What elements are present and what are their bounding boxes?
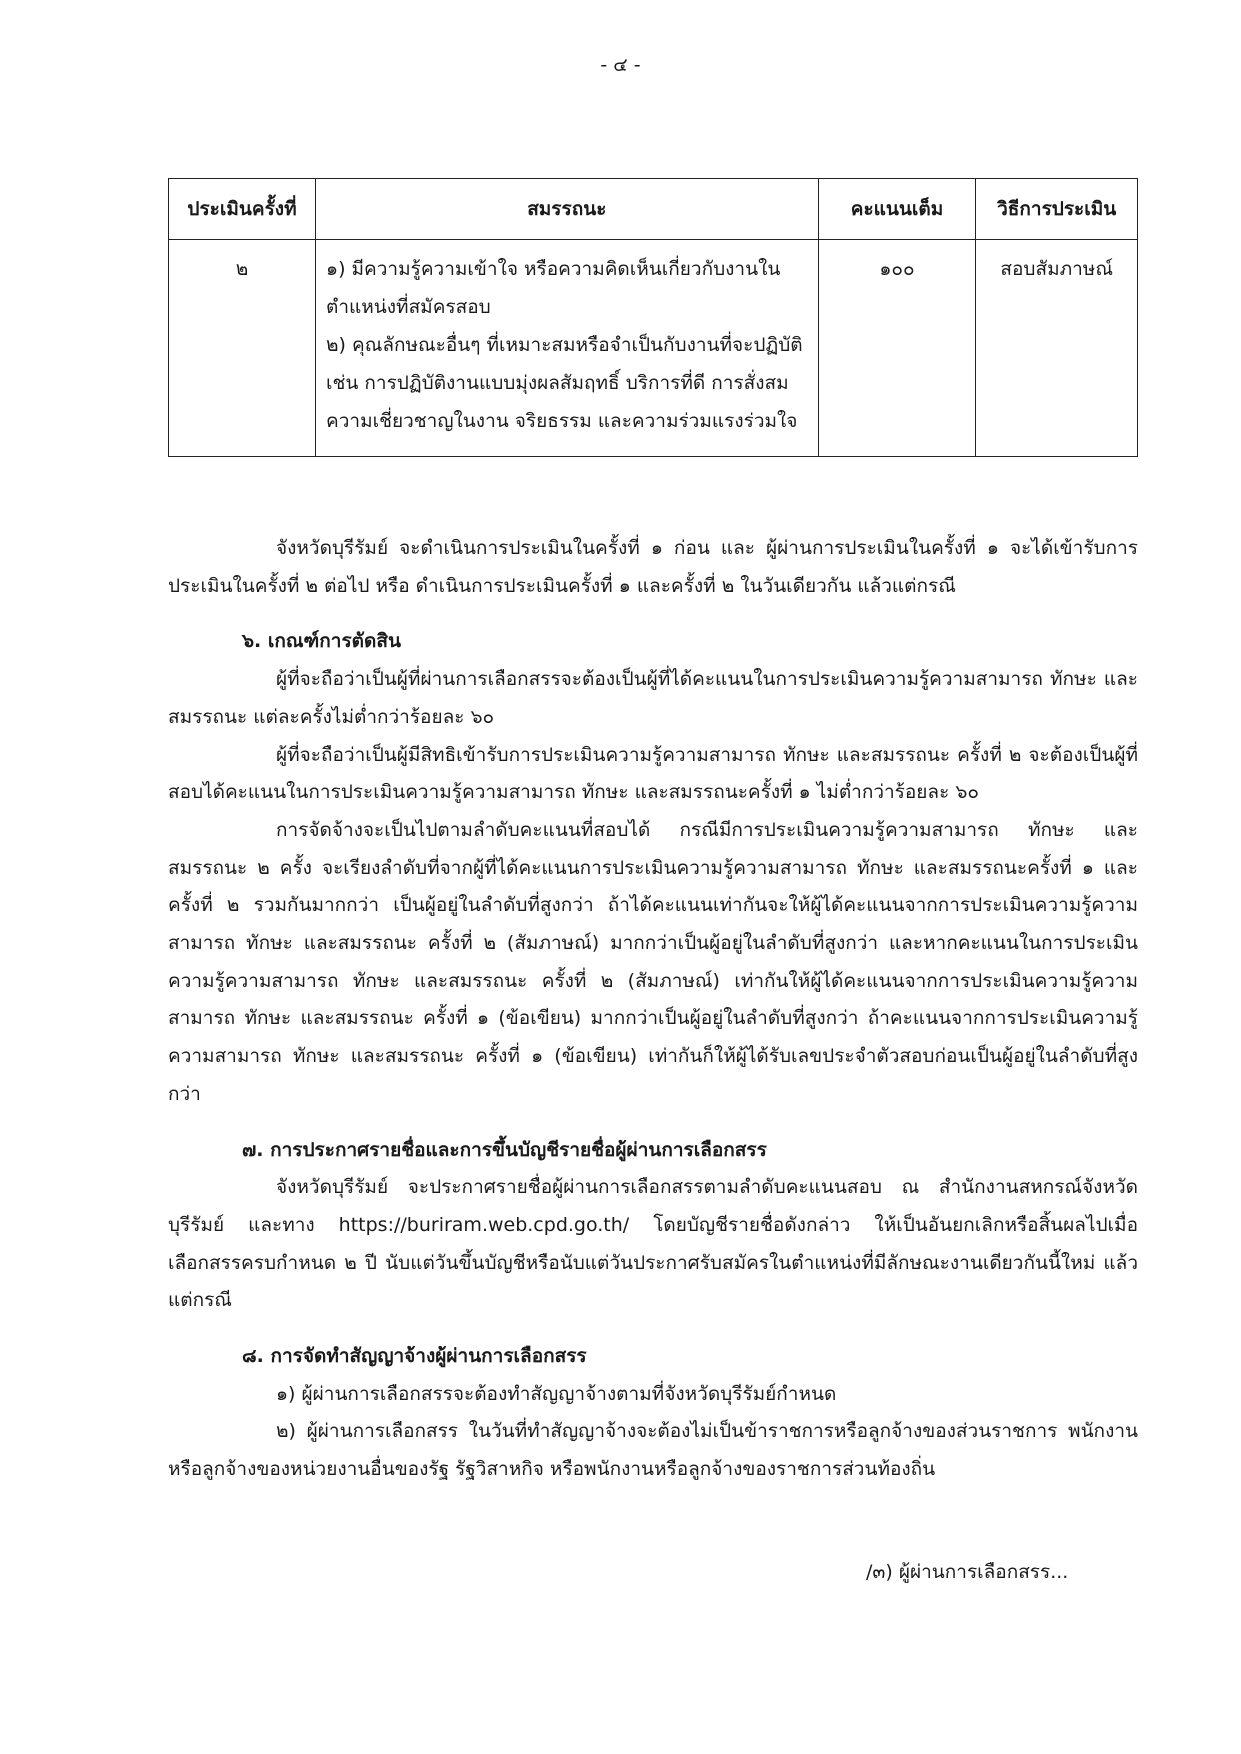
section-7-heading: ๗. การประกาศรายชื่อและการขึ้นบัญชีรายชื่อผู้ผ่านการเลือกสรร — [242, 1138, 767, 1161]
table-row — [169, 240, 1138, 457]
section-6-heading: ๖. เกณฑ์การตัดสิน — [242, 630, 401, 653]
table-header-row — [169, 179, 1138, 240]
section-8-heading: ๘. การจัดทำสัญญาจ้างผู้ผ่านการเลือกสรร — [242, 1345, 587, 1368]
section-8-item-1: ๑) ผู้ผ่านการเลือกสรรจะต้องทำสัญญาจ้างตามที่จังหวัดบุรีรัมย์กำหนด — [276, 1382, 837, 1405]
section-6-paragraph-3: การจัดจ้างจะเป็นไปตามลำดับคะแนนที่สอบได้ กรณีมีการประเมินความรู้ความสามารถ ทักษะ และสมรรถนะ ๒ ครั้ง จะเรียงลำดับที่จากผู้ที่ได้คะแนนการประเมินความรู้ความสามารถ ทักษะ และสมรรถนะครั้งที่ ๑ และครั้งที่ ๒ รวมกันมากกว่า เป็นผู้อยู่ในลำดับที่สูงกว่า ถ้าได้คะแนนเท่ากันจะให้ผู้ได้คะแนนจากการประเมินความรู้ความสามารถ ทักษะ และสมรรถนะ ครั้งที่ ๒ (สัมภาษณ์) มากกว่าเป็นผู้อยู่ในลำดับที่สูงกว่า และหากคะแนนในการประเมินความรู้ความสามารถ ทักษะ และสมรรถนะ ครั้งที่ ๒ (สัมภาษณ์) เท่ากันให้ผู้ได้คะแนนจากการประเมินความรู้ความสามารถ ทักษะ และสมรรถนะ ครั้งที่ ๑ (ข้อเขียน) มากกว่าเป็นผู้อยู่ในลำดับที่สูงกว่า ถ้าคะแนนจากการประเมินความรู้ความสามารถ ทักษะ และสมรรถนะ ครั้งที่ ๑ (ข้อเขียน) เท่ากันก็ให้ผู้ได้รับเลขประจำตัวสอบก่อนเป็นผู้อยู่ในลำดับที่สูงกว่า — [168, 818, 1138, 1105]
header-method: วิธีการประเมิน — [976, 179, 1138, 240]
intro-paragraph: จังหวัดบุรีรัมย์ จะดำเนินการประเมินในครั้งที่ ๑ ก่อน และ ผู้ผ่านการประเมินในครั้งที่ ๑ จะได้เข้ารับการประเมินในครั้งที่ ๒ ต่อไป หรือ ดำเนินการประเมินครั้งที่ ๑ และครั้งที่ ๒ ในวันเดียวกัน แล้วแต่กรณี — [168, 537, 1138, 597]
cell-round: ๒ — [169, 240, 316, 457]
competency-item-1: ๑) มีความรู้ความเข้าใจ หรือความคิดเห็นเกี่ยวกับงานในตำแหน่งที่สมัครสอบ — [326, 258, 781, 318]
header-round: ประเมินครั้งที่ — [169, 179, 316, 240]
section-7-paragraph: จังหวัดบุรีรัมย์ จะประกาศรายชื่อผู้ผ่านการเลือกสรรตามลำดับคะแนนสอบ ณ สำนักงานสหกรณ์จังหวัดบุรีรัมย์ และทาง https://buriram.web.cpd.go.th/ โดยบัญชีรายชื่อดังกล่าว ให้เป็นอันยกเลิกหรือสิ้นผลไปเมื่อเลือกสรรครบกำหนด ๒ ปี นับแต่วันขึ้นบัญชีหรือนับแต่วันประกาศรับสมัครในตำแหน่งที่มีลักษณะงานเดียวกันนี้ใหม่ แล้วแต่กรณี — [168, 1176, 1138, 1312]
header-competency: สมรรถนะ — [316, 179, 819, 240]
cell-method: สอบสัมภาษณ์ — [976, 240, 1138, 457]
evaluation-table — [168, 178, 1138, 457]
section-6-paragraph-2: ผู้ที่จะถือว่าเป็นผู้มีสิทธิเข้ารับการประเมินความรู้ความสามารถ ทักษะ และสมรรถนะ ครั้งที่ ๒ จะต้องเป็นผู้ที่สอบได้คะแนนในการประเมินความรู้ความสามารถ ทักษะ และสมรรถนะครั้งที่ ๑ ไม่ต่ำกว่าร้อยละ ๖๐ — [168, 743, 1138, 804]
header-full-score: คะแนนเต็ม — [818, 179, 976, 240]
continuation-note: /๓) ผู้ผ่านการเลือกสรร... — [866, 1561, 1069, 1583]
document-body — [168, 530, 1138, 1489]
cell-full-score: ๑๐๐ — [818, 240, 976, 457]
cell-competency — [316, 240, 819, 457]
section-6-paragraph-1: ผู้ที่จะถือว่าเป็นผู้ที่ผ่านการเลือกสรรจะต้องเป็นผู้ที่ได้คะแนนในการประเมินความรู้ความสามารถ ทักษะ และสมรรถนะ แต่ละครั้งไม่ต่ำกว่าร้อยละ ๖๐ — [168, 668, 1138, 728]
page-number: - ๔ - — [600, 54, 641, 76]
competency-item-2: ๒) คุณลักษณะอื่นๆ ที่เหมาะสมหรือจำเป็นกับงานที่จะปฏิบัติ เช่น การปฏิบัติงานแบบมุ่งผลสัมฤทธิ์ บริการที่ดี การสั่งสมความเชี่ยวชาญในงาน จริยธรรม และความร่วมแรงร่วมใจ — [326, 334, 803, 432]
section-8-item-2: ๒) ผู้ผ่านการเลือกสรร ในวันที่ทำสัญญาจ้างจะต้องไม่เป็นข้าราชการหรือลูกจ้างของส่วนราชการ พนักงานหรือลูกจ้างของหน่วยงานอื่นของรัฐ รัฐวิสาหกิจ หรือพนักงานหรือลูกจ้างของราชการส่วนท้องถิ่น — [168, 1420, 1138, 1481]
